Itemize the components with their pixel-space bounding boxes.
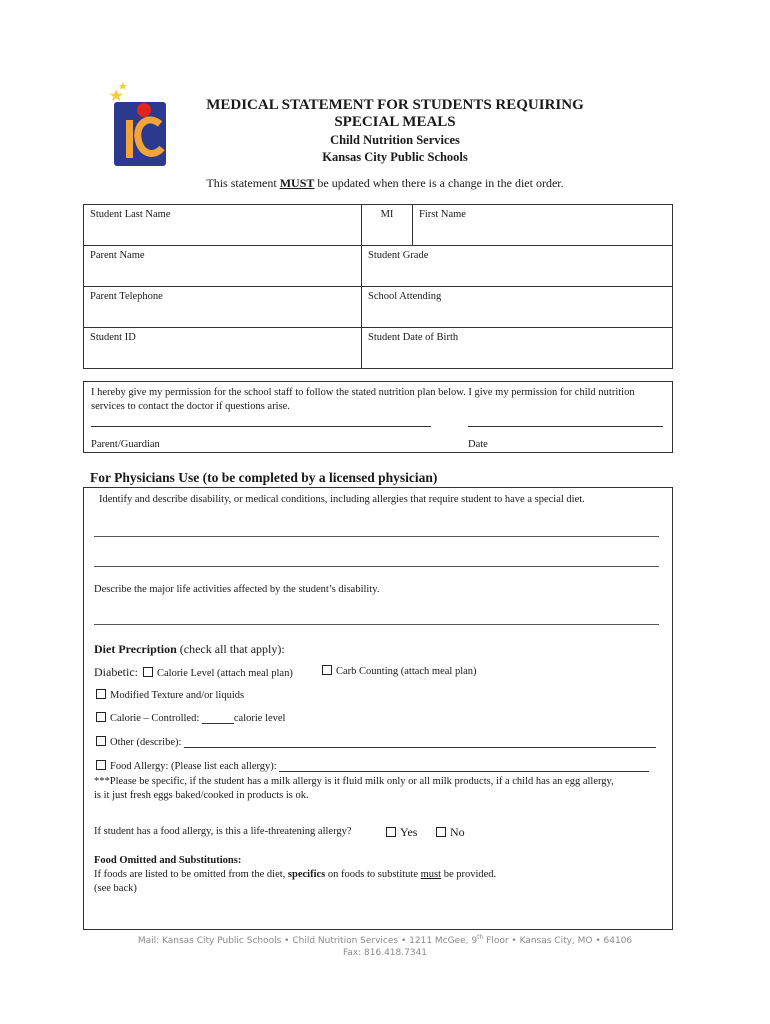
calorie-controlled-checkbox[interactable] xyxy=(96,712,106,722)
identify-prompt: Identify and describe disability, or medical conditions, including allergies that require student to have a special diet. xyxy=(99,494,585,505)
carb-counting-row: Carb Counting (attach meal plan) xyxy=(320,665,477,677)
physician-box xyxy=(83,487,673,930)
school-attending-field[interactable]: School Attending xyxy=(362,287,673,328)
physician-heading: For Physicians Use (to be completed by a licensed physician) xyxy=(90,470,438,485)
describe-prompt: Describe the major life activities affected by the student’s disability. xyxy=(94,584,380,595)
other-row: Other (describe): xyxy=(94,736,656,748)
student-id-field[interactable]: Student ID xyxy=(84,328,362,369)
guardian-label: Parent/Guardian xyxy=(91,439,160,450)
district-name: Kansas City Public Schools xyxy=(322,150,468,164)
diabetic-row: Diabetic: Calorie Level (attach meal plan) xyxy=(94,665,293,679)
other-checkbox[interactable] xyxy=(96,736,106,746)
form-title: MEDICAL STATEMENT FOR STUDENTS REQUIRING SPECIAL MEALS xyxy=(206,97,584,130)
allergy-note-line-1: ***Please be specific, if the student has a milk allergy is it fluid milk only or all milk products, if a child has an egg allergy, xyxy=(94,776,614,787)
calorie-level-checkbox[interactable] xyxy=(143,667,153,677)
identify-line-1[interactable] xyxy=(94,536,659,537)
date-signature-line[interactable] xyxy=(468,426,663,427)
mi-field[interactable]: MI xyxy=(362,205,413,246)
calorie-controlled-row: Calorie – Controlled: calorie level xyxy=(94,712,285,724)
other-describe-blank[interactable] xyxy=(184,747,656,748)
carb-counting-checkbox[interactable] xyxy=(322,665,332,675)
footer-fax: Fax: 816.418.7341 xyxy=(342,948,428,958)
update-note: This statement MUST be updated when there is a change in the diet order. xyxy=(206,176,564,190)
calorie-amount-blank[interactable] xyxy=(202,723,234,724)
parent-name-field[interactable]: Parent Name xyxy=(84,246,362,287)
food-allergy-row: Food Allergy: (Please list each allergy): xyxy=(94,760,649,772)
life-threatening-question: If student has a food allergy, is this a life-threatening allergy? xyxy=(94,826,352,837)
food-allergy-blank[interactable] xyxy=(279,771,649,772)
food-allergy-checkbox[interactable] xyxy=(96,760,106,770)
food-omitted-heading: Food Omitted and Substitutions: xyxy=(94,855,242,866)
department-name: Child Nutrition Services xyxy=(330,133,460,147)
logo-star-small xyxy=(119,82,127,90)
student-last-name-field[interactable]: Student Last Name xyxy=(84,205,362,246)
first-name-field[interactable]: First Name xyxy=(413,205,673,246)
permission-text: I hereby give my permission for the school staff to follow the stated nutrition plan below. I give my permission for child nutrition services to contact the doctor if questions arise. xyxy=(91,387,635,412)
describe-line[interactable] xyxy=(94,624,659,625)
permission-box xyxy=(83,381,673,453)
guardian-signature-line[interactable] xyxy=(91,426,431,427)
see-back-note: (see back) xyxy=(94,883,137,894)
no-checkbox[interactable] xyxy=(436,827,446,837)
student-info-table xyxy=(83,204,673,369)
diet-prescription-heading: Diet Precription (check all that apply): xyxy=(94,642,285,656)
student-grade-field[interactable]: Student Grade xyxy=(362,246,673,287)
yes-checkbox[interactable] xyxy=(386,827,396,837)
logo-letter-i xyxy=(126,120,133,158)
modified-texture-row: Modified Texture and/or liquids xyxy=(94,689,244,701)
no-option: No xyxy=(434,825,465,840)
allergy-note-line-2: is it just fresh eggs baked/cooked in products is ok. xyxy=(94,790,309,801)
logo-red-dot xyxy=(137,103,151,117)
food-omitted-instructions: If foods are listed to be omitted from the diet, specifics on foods to substitute must be provided. xyxy=(94,869,497,880)
footer-mail: Mail: Kansas City Public Schools • Child Nutrition Services • 1211 McGee, 9th Floor • Kansas City, MO • 64106 xyxy=(137,934,633,946)
parent-telephone-field[interactable]: Parent Telephone xyxy=(84,287,362,328)
identify-line-2[interactable] xyxy=(94,566,659,567)
modified-texture-checkbox[interactable] xyxy=(96,689,106,699)
date-label: Date xyxy=(468,439,488,450)
yes-option: Yes xyxy=(384,825,417,840)
logo-star xyxy=(109,90,123,102)
student-dob-field[interactable]: Student Date of Birth xyxy=(362,328,673,369)
